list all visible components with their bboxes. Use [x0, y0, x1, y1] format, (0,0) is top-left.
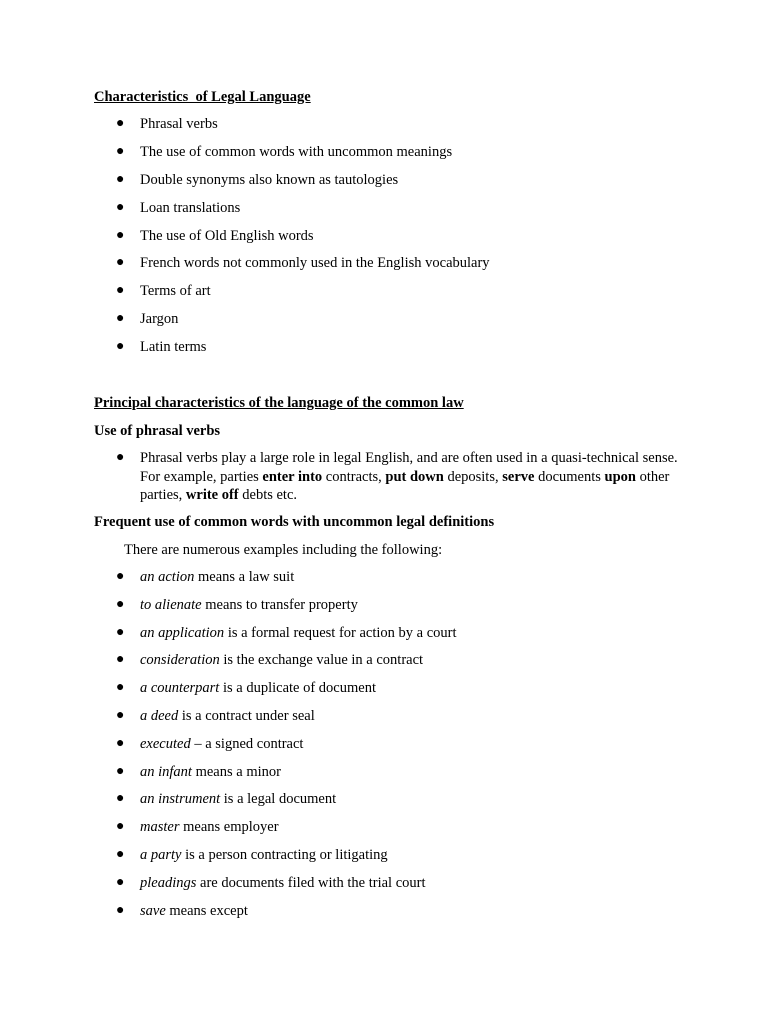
bullet-icon: ●	[116, 339, 125, 355]
section-heading-common-law: Principal characteristics of the language of the common law	[94, 395, 464, 411]
definition-term: save	[140, 902, 166, 919]
bullet-icon: ●	[116, 624, 125, 640]
list-item: ● Double synonyms also known as tautologies	[116, 171, 399, 188]
bullet-icon: ●	[116, 707, 125, 723]
list-item: ● an infant means a minor	[116, 763, 281, 780]
definition-term: to alienate	[140, 596, 202, 613]
definition-term: executed	[140, 735, 191, 752]
bullet-icon: ●	[116, 450, 125, 465]
bullet-icon: ●	[116, 569, 125, 584]
definition-term: a deed	[140, 707, 179, 724]
definition-term: an infant	[140, 763, 192, 780]
definition-term: a party	[140, 846, 182, 863]
bullet-icon: ●	[116, 171, 125, 187]
definition-term: pleadings	[140, 874, 197, 891]
list-item: ● save means except	[116, 902, 248, 919]
list-item: ● a deed is a contract under seal	[116, 707, 315, 724]
list-item: ● Jargon	[116, 311, 179, 328]
list-item: ● a party is a person contracting or litigating	[116, 846, 388, 863]
list-item: ● Phrasal verbs	[116, 116, 218, 132]
bullet-icon: ●	[116, 227, 125, 243]
bullet-icon: ●	[116, 596, 125, 612]
bullet-icon: ●	[116, 735, 125, 751]
bullet-icon: ●	[116, 680, 125, 696]
subheading-common-words: Frequent use of common words with uncommon legal definitions	[94, 514, 495, 530]
bullet-icon: ●	[116, 311, 125, 327]
bullet-icon: ●	[116, 283, 125, 299]
definition-term: master	[140, 819, 180, 836]
bullet-icon: ●	[116, 874, 125, 890]
list-item: ● French words not commonly used in the English vocabulary	[116, 255, 490, 272]
examples-intro: There are numerous examples including the following:	[124, 542, 443, 558]
bullet-icon: ●	[116, 791, 125, 807]
definition-term: consideration	[140, 652, 220, 669]
list-item: ● an instrument is a legal document	[116, 791, 337, 808]
definition-term: an action	[140, 569, 195, 585]
list-item: ● master means employer	[116, 819, 279, 836]
definition-term: an application	[140, 624, 225, 641]
list-item: ● consideration is the exchange value in a contract	[116, 652, 424, 669]
definition-term: a counterpart	[140, 680, 220, 697]
bullet-icon: ●	[116, 116, 125, 131]
bullet-icon: ●	[116, 846, 125, 862]
list-item: ● an application is a formal request for action by a court	[116, 624, 457, 641]
list-item: ● a counterpart is a duplicate of document	[116, 680, 376, 697]
subheading-phrasal-verbs: Use of phrasal verbs	[94, 423, 221, 439]
list-item: ● Terms of art	[116, 283, 211, 300]
list-item: ● pleadings are documents filed with the trial court	[116, 874, 426, 891]
list-item: ● The use of common words with uncommon meanings	[116, 143, 453, 160]
bullet-icon: ●	[116, 199, 125, 215]
list-item: ● Loan translations	[116, 199, 241, 216]
definitions-list	[0, 568, 768, 929]
list-item: ● an action means a law suit	[116, 569, 295, 585]
list-item	[0, 449, 680, 505]
phrasal-verbs-list	[0, 449, 768, 505]
phrasal-verbs-paragraph: Phrasal verbs play a large role in legal English, and are often used in a quasi-technical sense. For example, parties enter into contracts, put down deposits, serve documents upon other parties, write off debts etc.	[140, 450, 678, 503]
list-item: ● to alienate means to transfer property	[116, 596, 358, 613]
bullet-icon: ●	[116, 819, 125, 835]
bullet-icon: ●	[116, 255, 125, 271]
bullet-icon: ●	[116, 902, 125, 918]
bullet-icon: ●	[116, 652, 125, 668]
list-item: ● executed – a signed contract	[116, 735, 304, 752]
characteristics-list	[0, 115, 768, 366]
bullet-icon: ●	[116, 143, 125, 159]
list-item: ● Latin terms	[116, 339, 207, 356]
definition-term: an instrument	[140, 791, 221, 808]
bullet-icon: ●	[116, 763, 125, 779]
section-heading-characteristics: Characteristics of Legal Language	[94, 89, 311, 105]
list-item: ● The use of Old English words	[116, 227, 314, 244]
